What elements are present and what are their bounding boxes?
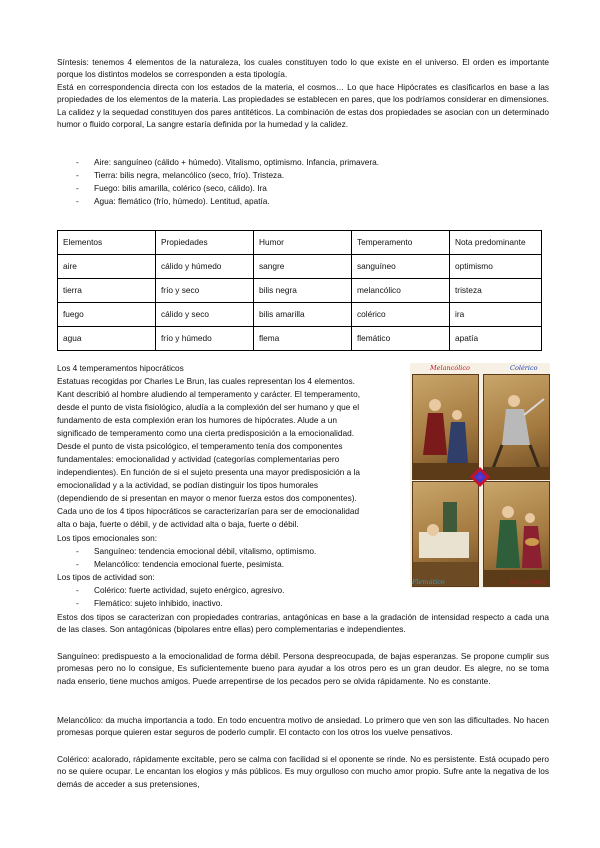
section-title: Los 4 temperamentos hipocráticos — [57, 363, 184, 373]
table-cell: aire — [58, 255, 156, 279]
table-header-cell: Nota predominante — [450, 231, 542, 255]
table-cell: fuego — [58, 303, 156, 327]
section-line: fundamentales: emocionalidad y actividad (categorías complementarias pero — [57, 454, 340, 464]
section-line: alta o baja, fuerte o débil, y de actividad alta o baja, fuerte o débil. — [57, 519, 299, 529]
closing-paragraph: Estos dos tipos se caracterizan con propiedades contrarias, antagónicas en base a la gradación de intensidad respecto a cada una de las clases. Son antagónicas (bipolares entre ellas) pero complementarias e independientes. — [57, 612, 549, 635]
document-page: Síntesis: tenemos 4 elementos de la naturaleza, los cuales constituyen todo lo que existe en el universo. El orden es importante porque los distintos modelos se corresponden a esta tipología. Está en correspondencia directa con los estados de la materia, el cosmos… Lo que hace Hipócrates es clasificarlos en base a las propiedades de los elementos de la materia. Las propiedades se establecen en pares, que los podríamos considerar en dimensiones. La calidez y la sequedad constituyen dos pares antitéticos. La combinación de estas dos propiedades se asocian con un determinado humor o fluido corporal, La sangre estaría definida por la humedad y la calidez. - Aire: sanguíneo (cálido + húmedo). Vitalismo, optimismo. Infancia, primavera. - Tierra: bilis negra, melancólico (seco, frío). Tristeza. - Fuego: bilis amarilla, colérico (seco, cálido). Ira - Agua: flemático (frío, húmedo). Lentitud, apatía. Elementos Propiedades Humor Temperamento Nota predominante aire cálido y húmedo sangre sanguíneo optimismo tierra frío y seco bilis negra melancólico tristeza fuego cálido y seco bilis amarilla colérico ira agua frío y húmedo flema flemático apatía Los 4 temperamentos hipocráticos Estatuas recogidas por Charles Le Brun, las cuales representan los 4 elementos. Kant describió al hombre aludiendo al temperamento y carácter. El temperamento, desde el punto de vista fisiológico, aludía a la complexión del ser humano y que el fundamento de esta complexión eran los humores de hipócrates. Alude a un significado de temperamento como una cierta predisposición a la emocionalidad. Desde el punto de vista psicológico, el temperamento tenía dos componentes fundamentales: emocionalidad y actividad (categorías complementarias pero independientes). En función de si el sujeto presenta una mayor predisposición a la emocionalidad y a la actividad, se podían distinguir los tipos humorales (dependiendo de si presentan en mayor o menor fuerza estos dos componentes). Cada uno de los 4 tipos hipocráticos se caracterizarían para ser de emocionalidad alta o baja, fuerte o débil, y de actividad alta o baja, fuerte o débil. Los tipos emocionales son: - Sanguíneo: tendencia emocional débil, vitalismo, optimismo. - Melancólico: tendencia emocional fuerte, pesimista. Los tipos de actividad son: - Colérico: fuerte actividad, sujeto enérgico, agresivo. - Flemático: sujeto inhibido, inactivo. Estos dos tipos se caracterizan con propiedades contrarias, antagónicas en base a la gradación de intensidad respecto a cada una de las clases. Son antagónicas (bipolares entre ellas) pero complementarias e independientes. Sanguíneo: predispuesto a la emocionalidad de forma débil. Persona despreocupada, de bajas esperanzas. Se propone cumplir sus promesas pero no lo consigue, Es suficientemente bueno para ayudar a los otros pero es un gran deudor. Es alegre, no se toma nada enserio, tiene muchos amigos. Puede arrepentirse de los pecados pero se olvida rápidamente. No es constante. Melancólico: da mucha importancia a todo. En todo encuentra motivo de ansiedad. Lo primero que ven son las dificultades. No hacen promesas porque quieren estar seguros de poderlo cumplir. El contacto con los otros los vuelve pensativos. Colérico: acalorado, rápidamente excitable, pero se calma con facilidad si el oponente se rinde. No es persistente. Está ocupado pero no se quiere ocupar. Le encantan los elogios y más públicos. Es muy orgulloso con mucho amor propio. Sufre ante la negativa de los demás de acceder a sus pretensiones, Melancólico Colérico Flemático Sanguíneo — [57, 57, 549, 789]
painting-panel-flematico — [412, 481, 479, 587]
section-line: emocionalidad y a la actividad, se podían distinguir los tipos humorales — [57, 480, 319, 490]
table-cell: colérico — [352, 303, 450, 327]
table-header-row — [58, 231, 542, 255]
table-cell: bilis negra — [254, 279, 352, 303]
painting-panel-melancolico — [412, 374, 479, 480]
section-line: Cada uno de los 4 tipos hipocráticos se caracterizarían para ser de emocionalidad — [57, 506, 360, 516]
table-cell: flema — [254, 327, 352, 351]
table-header-cell: Propiedades — [156, 231, 254, 255]
section-line: (dependiendo de si presentan en mayor o menor fuerza estos dos componentes). — [57, 493, 357, 503]
table-cell: melancólico — [352, 279, 450, 303]
section-line: significado de temperamento como una cierta predisposición a la emocionalidad. — [57, 428, 355, 438]
table-header-cell: Humor — [254, 231, 352, 255]
table-cell: tierra — [58, 279, 156, 303]
table-cell: cálido y húmedo — [156, 255, 254, 279]
painting-panel-sanguineo — [483, 481, 550, 587]
section-line: fundamento de esta complexión eran los humores de hipócrates. Alude a un — [57, 415, 337, 425]
caption-flematico: Flemático — [412, 578, 445, 586]
table-header-cell: Elementos — [58, 231, 156, 255]
painting-panel-colerico — [483, 374, 550, 480]
caption-sanguineo: Sanguíneo — [510, 578, 545, 586]
table-cell: frío y seco — [156, 279, 254, 303]
intro-paragraph-1: Síntesis: tenemos 4 elementos de la naturaleza, los cuales constituyen todo lo que existe en el universo. El orden es importante porque los distintos modelos se corresponden a esta tipología. — [57, 57, 549, 80]
table-cell: apatía — [450, 327, 542, 351]
description-melancolico: Melancólico: da mucha importancia a todo. En todo encuentra motivo de ansiedad. Lo primero que ven son las dificultades. No hacen promesas porque quieren estar seguros de poderlo cumplir. El contacto con los otros los vuelve pensativos. — [57, 715, 549, 738]
table-row — [58, 327, 542, 351]
activity-types-label: Los tipos de actividad son: — [57, 572, 155, 582]
table-cell: cálido y seco — [156, 303, 254, 327]
four-temperaments-illustration — [410, 363, 550, 588]
table-cell: flemático — [352, 327, 450, 351]
description-sanguineo: Sanguíneo: predispuesto a la emocionalidad de forma débil. Persona despreocupada, de bajas esperanzas. Se propone cumplir sus promesas pero no lo consigue, Es suficientemente bueno para ayudar a los otros pero es un gran deudor. Es alegre, no se toma nada enserio, tiene muchos amigos. Puede arrepentirse de los pecados pero se olvida rápidamente. No es constante. — [57, 651, 549, 686]
description-colerico: Colérico: acalorado, rápidamente excitable, pero se calma con facilidad si el oponente se rinde. No es persistente. Está ocupado pero no se quiere ocupar. Le encantan los elogios y más públicos. Es muy orgulloso con mucho amor propio. Sufre ante la negativa de los demás de acceder a sus pretensiones, — [57, 754, 549, 789]
table-cell: tristeza — [450, 279, 542, 303]
table-row — [58, 303, 542, 327]
table-cell: frío y húmedo — [156, 327, 254, 351]
section-line: Desde el punto de vista psicológico, el temperamento tenía dos componentes — [57, 441, 343, 451]
table-row — [58, 279, 542, 303]
emotional-types-label: Los tipos emocionales son: — [57, 533, 158, 543]
caption-melancolico: Melancólico — [430, 364, 470, 372]
caption-colerico: Colérico — [510, 364, 538, 372]
table-cell: optimismo — [450, 255, 542, 279]
table-cell: sangre — [254, 255, 352, 279]
elements-table — [57, 230, 542, 351]
four-elements-emblem — [470, 467, 490, 487]
section-line: desde el punto de vista fisiológico, aludía a la complexión del ser humano y que el — [57, 402, 360, 412]
table-header-cell: Temperamento — [352, 231, 450, 255]
table-cell: sanguíneo — [352, 255, 450, 279]
table-cell: agua — [58, 327, 156, 351]
table-cell: bilis amarilla — [254, 303, 352, 327]
section-line: Estatuas recogidas por Charles Le Brun, las cuales representan los 4 elementos. — [57, 376, 355, 386]
table-cell: ira — [450, 303, 542, 327]
section-line: Kant describió al hombre aludiendo al temperamento y carácter. El temperamento, — [57, 389, 360, 399]
intro-paragraph-2: Está en correspondencia directa con los estados de la materia, el cosmos… Lo que hace Hipócrates es clasificarlos en base a las propiedades de los elementos de la materia. Las propiedades se establecen en pares, que los podríamos considerar en dimensiones. La calidez y la sequedad constituyen dos pares antitéticos. La combinación de estas dos propiedades se asocian con un determinado humor o fluido corporal, La sangre estaría definida por la humedad y la calidez. — [57, 82, 549, 130]
table-row — [58, 255, 542, 279]
section-line: independientes). En función de si el sujeto presenta una mayor predisposición a la — [57, 467, 361, 477]
